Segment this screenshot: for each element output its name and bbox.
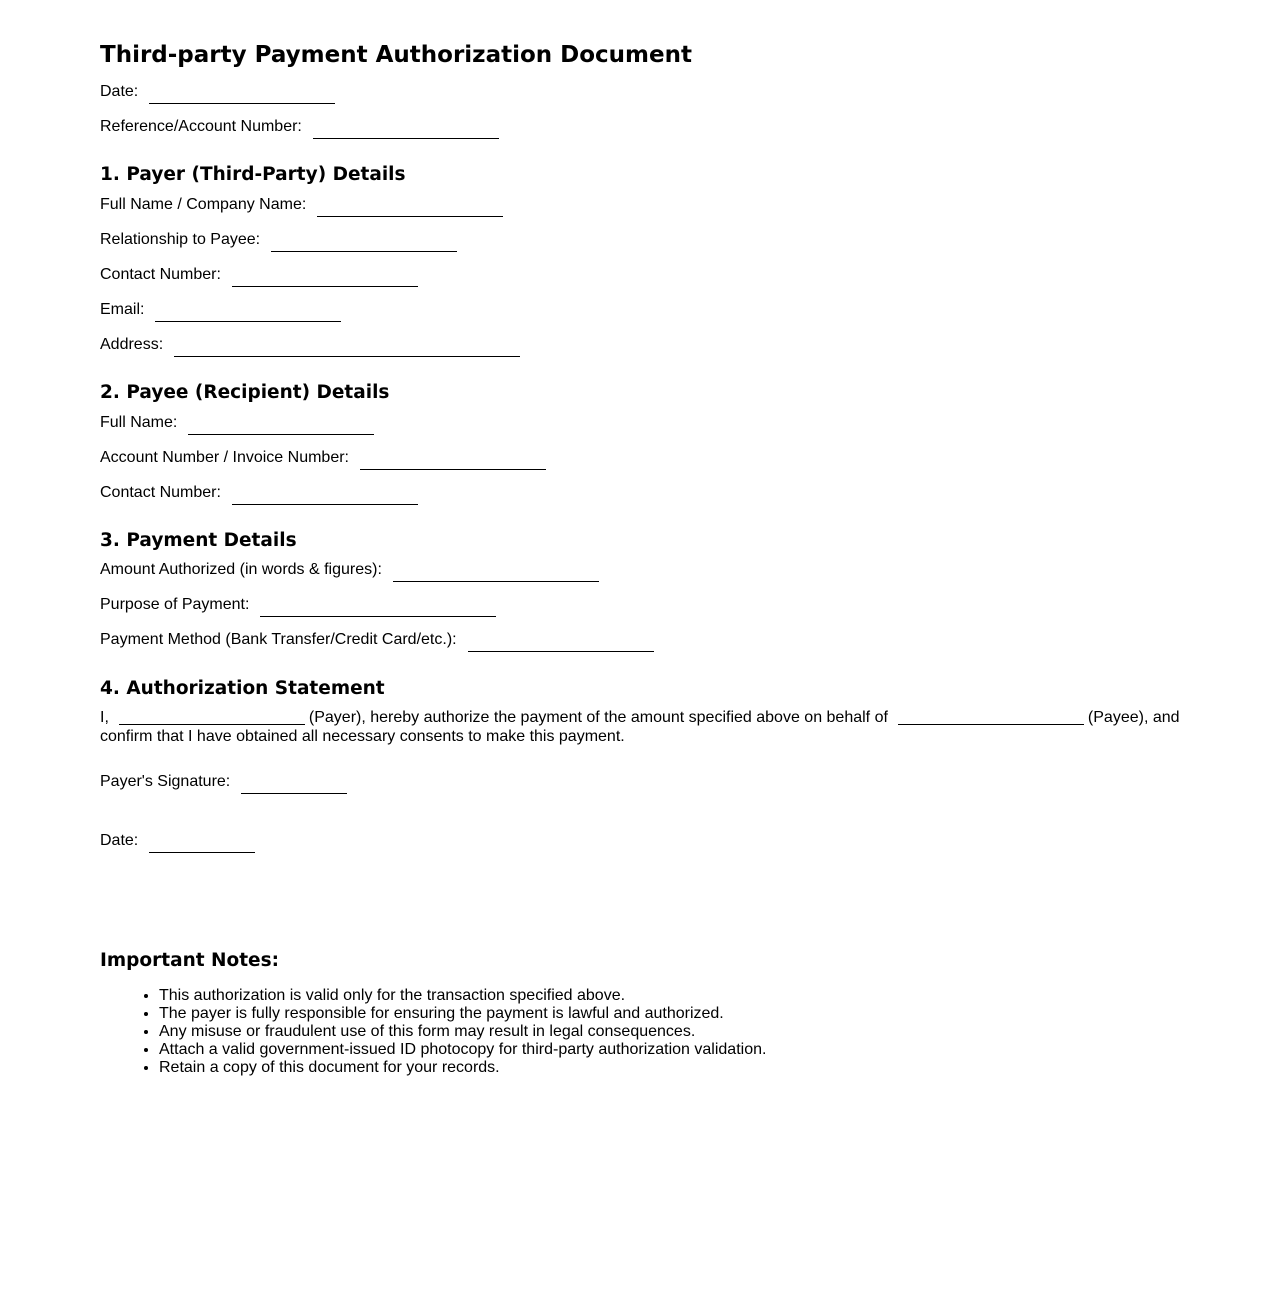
payee-name-row — [100, 413, 374, 433]
statement-end: (Payee), and confirm that I have obtained all necessary consents to make this payment. — [100, 709, 1180, 745]
relationship-blank[interactable] — [271, 250, 457, 252]
amount-blank[interactable] — [393, 580, 599, 582]
list-item: • The payer is fully responsible for ensuring the payment is lawful and authorized. — [159, 1005, 766, 1023]
statement-middle: (Payer), hereby authorize the payment of the amount specified above on behalf of — [308, 709, 888, 726]
amount-row — [100, 560, 599, 580]
purpose-blank[interactable] — [260, 615, 496, 617]
date-field-row — [100, 82, 335, 102]
reference-label: Reference/Account Number: — [100, 118, 302, 135]
signature-label: Payer's Signature: — [100, 773, 231, 790]
authorization-statement — [100, 708, 1200, 746]
list-item: • Retain a copy of this document for your records. — [159, 1059, 766, 1077]
payer-address-label: Address: — [100, 336, 164, 353]
payee-account-row — [100, 448, 546, 468]
payee-account-blank[interactable] — [360, 468, 546, 470]
payer-name-row — [100, 195, 503, 215]
relationship-label: Relationship to Payee: — [100, 231, 261, 248]
payer-email-row — [100, 300, 341, 320]
payee-contact-label: Contact Number: — [100, 484, 221, 501]
payer-name-label: Full Name / Company Name: — [100, 196, 307, 213]
method-row — [100, 630, 654, 650]
payer-email-blank[interactable] — [155, 320, 341, 322]
date-label: Date: — [100, 83, 139, 100]
amount-label: Amount Authorized (in words & figures): — [100, 561, 382, 578]
payer-contact-blank[interactable] — [232, 285, 418, 287]
section-payee-heading: 2. Payee (Recipient) Details — [100, 382, 390, 403]
payer-contact-row — [100, 265, 418, 285]
purpose-label: Purpose of Payment: — [100, 596, 250, 613]
payer-email-label: Email: — [100, 301, 145, 318]
section-payer-heading: 1. Payer (Third-Party) Details — [100, 164, 406, 185]
payee-account-label: Account Number / Invoice Number: — [100, 449, 349, 466]
payee-contact-blank[interactable] — [232, 503, 418, 505]
payee-contact-row — [100, 483, 418, 503]
signature-blank[interactable] — [241, 792, 347, 794]
list-item: • Any misuse or fraudulent use of this form may result in legal consequences. — [159, 1023, 766, 1041]
method-label: Payment Method (Bank Transfer/Credit Card/etc.): — [100, 631, 457, 648]
signature-date-label: Date: — [100, 832, 139, 849]
payer-contact-label: Contact Number: — [100, 266, 221, 283]
relationship-row — [100, 230, 457, 250]
purpose-row — [100, 595, 496, 615]
payer-name-inline-blank[interactable] — [119, 710, 305, 725]
section-payment-heading: 3. Payment Details — [100, 530, 297, 551]
list-item: • Attach a valid government-issued ID photocopy for third-party authorization validation. — [159, 1041, 766, 1059]
document-title: Third-party Payment Authorization Document — [100, 42, 692, 68]
section-authorization-heading: 4. Authorization Statement — [100, 678, 385, 699]
statement-start: I, — [100, 709, 109, 726]
payee-name-blank[interactable] — [188, 433, 374, 435]
date-blank[interactable] — [149, 102, 335, 104]
payer-address-blank[interactable] — [174, 355, 520, 357]
reference-field-row — [100, 117, 499, 137]
payee-name-inline-blank[interactable] — [898, 710, 1084, 725]
payee-name-label: Full Name: — [100, 414, 178, 431]
signature-row — [100, 772, 347, 792]
signature-date-row — [100, 831, 255, 851]
notes-list — [100, 987, 766, 1077]
payer-address-row — [100, 335, 520, 355]
signature-date-blank[interactable] — [149, 851, 255, 853]
notes-heading: Important Notes: — [100, 950, 280, 971]
method-blank[interactable] — [468, 650, 654, 652]
payer-name-blank[interactable] — [317, 215, 503, 217]
reference-blank[interactable] — [313, 137, 499, 139]
list-item: • This authorization is valid only for the transaction specified above. — [159, 987, 766, 1005]
